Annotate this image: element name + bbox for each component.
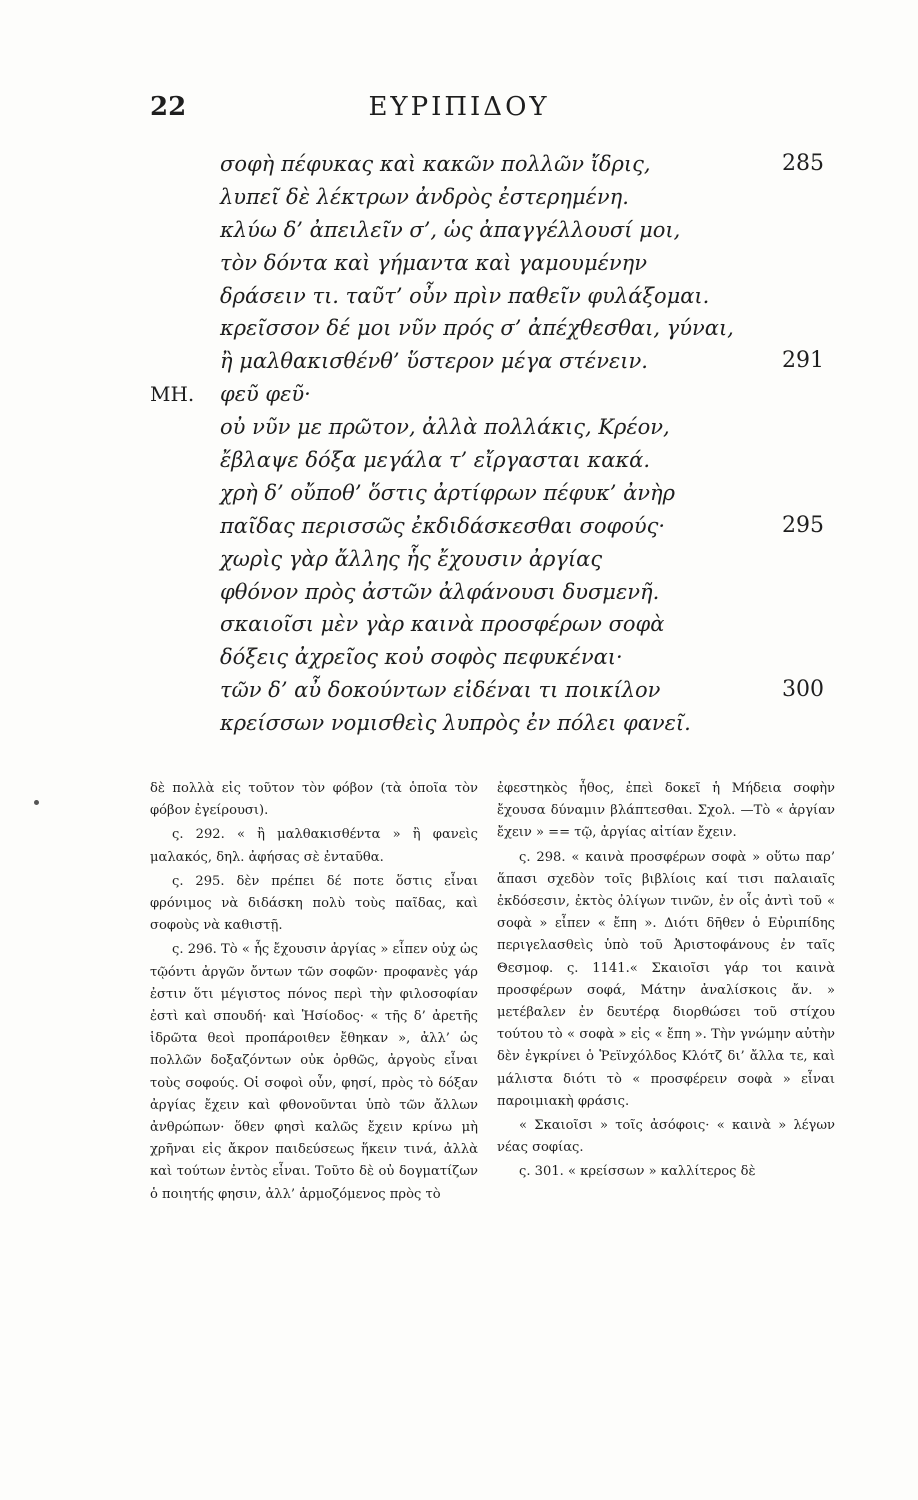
verse-text: τῶν δ’ αὖ δοκούντων εἰδέναι τι ποικίλον: [220, 678, 661, 703]
verse-line: [150, 510, 830, 543]
verse-line: [150, 608, 830, 641]
speaker-label: ΜΗ.: [150, 382, 195, 407]
commentary-note: δὲ πολλὰ εἰς τοῦτον τὸν φόβον (τὰ ὁποῖα τὸν φόβον ἐγείρουσι).: [150, 781, 478, 819]
commentary-note: ἐφεστηκὸς ἦθος, ἐπεὶ δοκεῖ ἡ Μήδεια σοφὴν ἔχουσα δύναμιν βλάπτεσθαι. Σχολ. —Τὸ « ἀργίαν ἔχειν » == τῷ, ἀργίας αἰτίαν ἔχειν.: [497, 781, 835, 841]
running-title: ΕΥΡΙΠΙΔΟΥ: [368, 92, 550, 122]
verse-line: [150, 280, 830, 313]
verse-text: ἢ μαλθακισθένθ’ ὕστερον μέγα στένειν.: [220, 349, 648, 374]
commentary-note: « Σκαιοῖσι » τοῖς ἀσόφοις· « καινὰ » λέγων νέας σοφίας.: [497, 1118, 835, 1156]
verse-text: τὸν δόντα καὶ γήμαντα καὶ γαμουμένην: [220, 250, 647, 275]
verse-line: [150, 181, 830, 214]
line-number: 300: [782, 677, 824, 703]
line-number: 291: [782, 348, 824, 374]
verse-line: [150, 543, 830, 576]
verse-block: [150, 148, 830, 740]
verse-line: [150, 214, 830, 247]
verse-text: φθόνον πρὸς ἀστῶν ἀλφάνουσι δυσμενῆ.: [220, 579, 660, 604]
notes-left-column: [150, 778, 478, 1208]
verse-text: λυπεῖ δὲ λέκτρων ἀνδρὸς ἐστερημένη.: [220, 184, 629, 209]
verse-line: [150, 444, 830, 477]
verse-line: [150, 641, 830, 674]
verse-text: ἔβλαψε δόξα μεγάλα τ’ εἴργασται κακά.: [220, 448, 651, 473]
commentary-note: ς. 295. δὲν πρέπει δέ ποτε ὅστις εἶναι φρόνιμος νὰ διδάσκη πολὺ τοὺς παῖδας, καὶ σοφοὺς νὰ καθιστῇ.: [150, 873, 478, 934]
line-number: 285: [782, 151, 824, 176]
verse-text: σοφὴ πέφυκας καὶ κακῶν πολλῶν ἴδρις,: [220, 152, 651, 176]
commentary-note: ς. 298. « καινὰ προσφέρων σοφὰ » οὕτω παρ’ ἅπασι σχεδὸν τοῖς βιβλίοις καί τισι παλαιαῖς ἐκδόσεσιν, ἐκτὸς ὀλίγων τινῶν, ἐν οἷς ἀντὶ τοῦ « σοφὰ » εἶπεν « ἔπη ». Διότι δῆθεν ὁ Εὐριπίδης περιγελασθεὶς ὑπὸ τοῦ Ἀριστοφάνους ἐν ταῖς Θεσμοφ. ς. 1141.« Σκαιοῖσι γάρ τοι καινὰ προσφέρων σοφά, Μάτην ἀναλίσκοις ἄν. » μετέβαλεν ἐν δευτέρᾳ διορθώσει τοῦ στίχου τούτου τὸ « σοφὰ » εἰς « ἔπη ». Τὴν γνώμην αὐτὴν δὲν ἐγκρίνει ὁ Ῥεϊνχόλδος Κλότζ δι’ ἄλλα τε, καὶ μάλιστα διότι τὸ « προσφέρειν σοφὰ » εἶναι παροιμιακὴ φράσις.: [497, 849, 835, 1109]
verse-line: [150, 576, 830, 609]
verse-text: δράσειν τι. ταῦτ’ οὖν πρὶν παθεῖν φυλάξομαι.: [220, 283, 710, 308]
verse-text: φεῦ φεῦ·: [220, 382, 311, 407]
verse-line: [150, 477, 830, 510]
verse-line: [150, 148, 830, 181]
verse-text: οὐ νῦν με πρῶτον, ἀλλὰ πολλάκις, Κρέον,: [220, 415, 670, 440]
verse-text: παῖδας περισσῶς ἐκδιδάσκεσθαι σοφούς·: [220, 513, 666, 538]
verse-text: κρεῖσσον δέ μοι νῦν πρός σ’ ἀπέχθεσθαι, γύναι,: [220, 316, 734, 341]
verse-line: [150, 247, 830, 280]
verse-line: [150, 345, 830, 378]
verse-line: [150, 312, 830, 345]
verse-text: χρὴ δ’ οὔποθ’ ὅστις ἀρτίφρων πέφυκ’ ἀνὴρ: [220, 480, 675, 505]
verse-text: κλύω δ’ ἀπειλεῖν σ’, ὡς ἀπαγγέλλουσί μοι,: [220, 217, 681, 242]
line-number: 295: [782, 512, 824, 538]
notes-right-column: [497, 778, 835, 1186]
commentary-note: ς. 301. « κρείσσων » καλλίτερος δὲ: [519, 1164, 756, 1180]
margin-dot: [34, 800, 39, 805]
verse-text: σκαιοῖσι μὲν γὰρ καινὰ προσφέρων σοφὰ: [220, 612, 665, 637]
verse-line: [150, 674, 830, 707]
verse-text: χωρὶς γὰρ ἄλλης ἧς ἔχουσιν ἀργίας: [220, 546, 603, 571]
commentary-note: ς. 296. Τὸ « ἧς ἔχουσιν ἀργίας » εἶπεν οὐχ ὡς τῷόντι ἀργῶν ὄντων τῶν σοφῶν· προφανὲς γάρ ἐστιν ὅτι μέγιστος πόνος περὶ τὴν φιλοσοφίαν ἐστὶ καὶ σπουδή· καὶ Ἡσίοδος· « τῆς δ’ ἀρετῆς ἱδρῶτα θεοὶ προπάροιθεν ἔθηκαν », ἀλλ’ ὡς πολλῶν δοξαζόντων οὐκ ὀρθῶς, ἀργοὺς εἶναι τοὺς σοφούς. Οἱ σοφοὶ οὖν, φησί, πρὸς τὸ δόξαν ἀργίας ἔχειν καὶ φθονοῦνται ὑπὸ τῶν ἄλλων ἀνθρώπων· ὅθεν φησὶ καλῶς ἔχειν κρίνω μὴ χρῆναι εἰς ἄκρον παιδεύσεως ἥκειν τινά, ἀλλὰ καὶ τούτων ἐντὸς εἶναι. Τοῦτο δὲ οὐ δογματίζων ὁ ποιητής φησιν, ἀλλ’ ἁρμοζόμενος πρὸς τὸ: [150, 942, 478, 1202]
verse-line: [150, 411, 830, 444]
commentary-note: ς. 292. « ἢ μαλθακισθέντα » ἢ φανεὶς μαλακός, δηλ. ἀφήσας σὲ ἐνταῦθα.: [150, 827, 478, 865]
page-number: 22: [150, 92, 187, 122]
verse-line: [150, 707, 830, 740]
verse-text: κρείσσων νομισθεὶς λυπρὸς ἐν πόλει φανεῖ.: [220, 711, 691, 736]
verse-text: δόξεις ἀχρεῖος κοὐ σοφὸς πεφυκέναι·: [220, 645, 623, 670]
verse-line: [150, 378, 830, 411]
